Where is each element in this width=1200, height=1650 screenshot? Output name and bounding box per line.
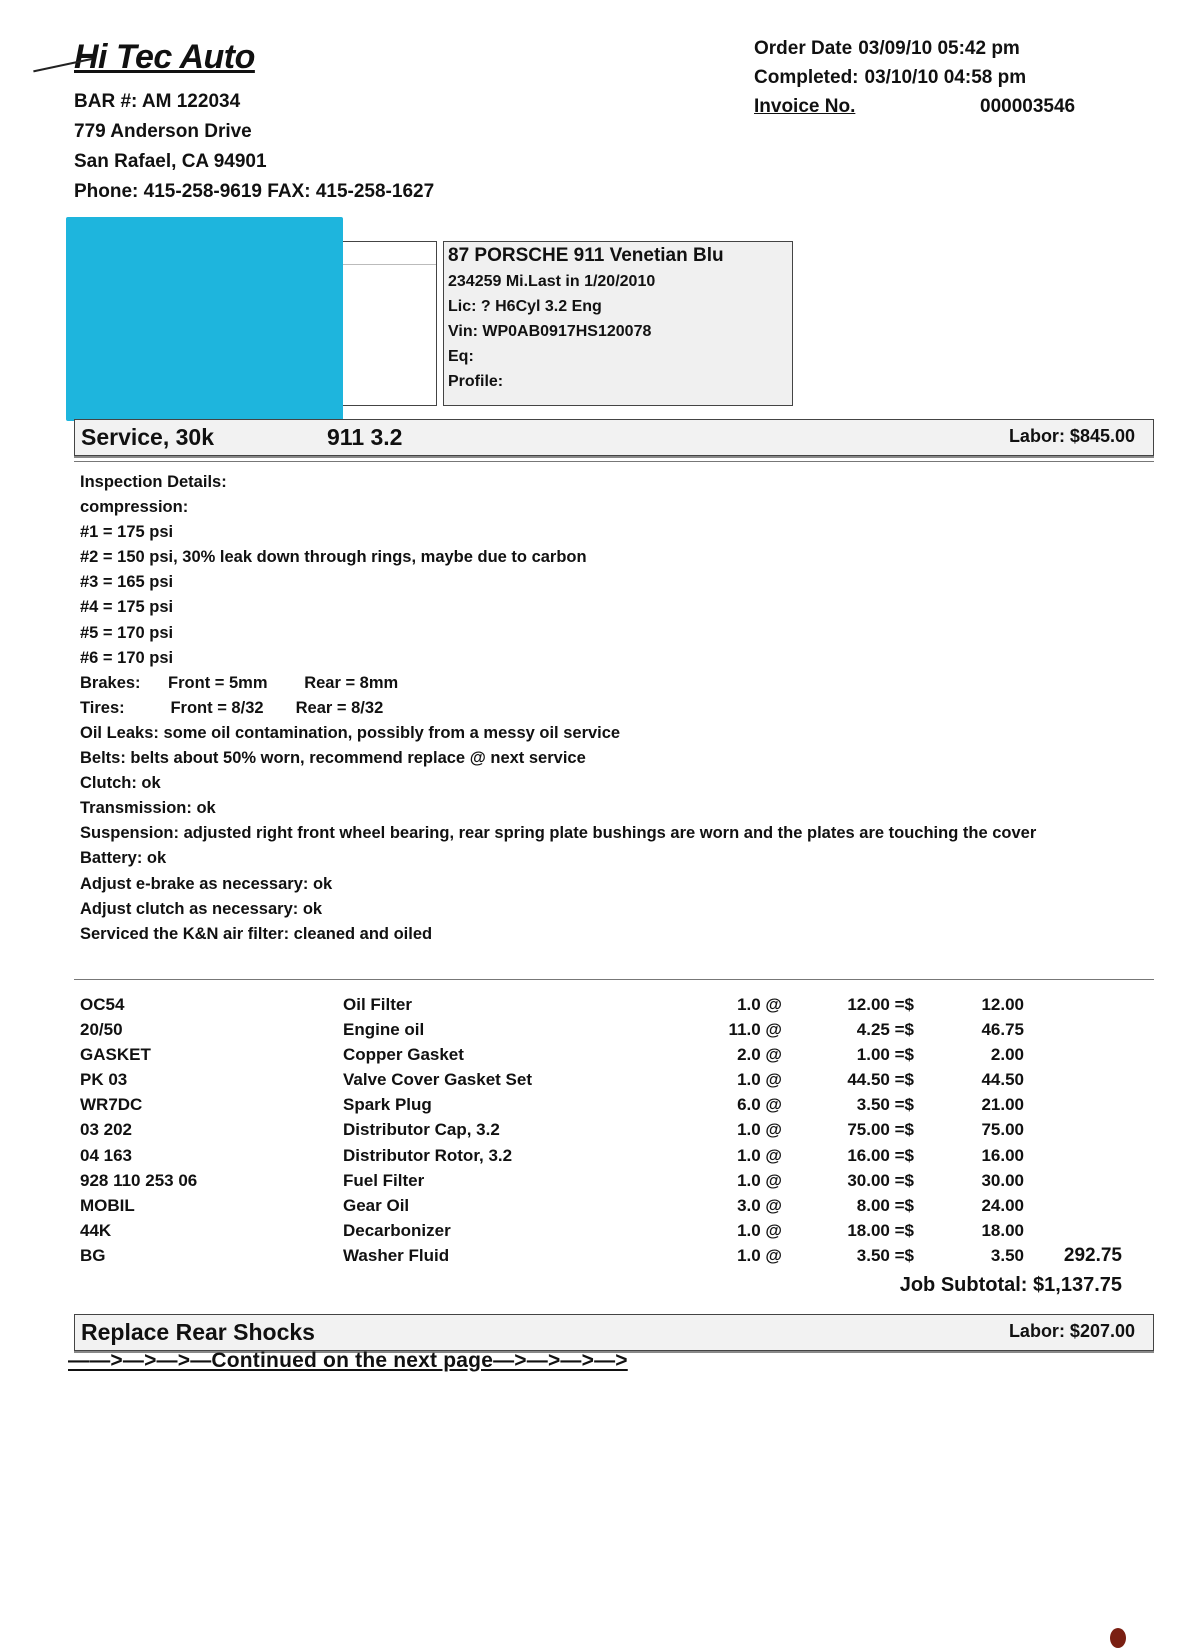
part-description: Oil Filter [343,995,412,1014]
part-code: GASKET [80,1045,151,1065]
table-row [0,1067,1200,1092]
part-unit-price: 4.25 =$ [856,1020,914,1040]
part-description: Washer Fluid [343,1245,450,1265]
table-row [0,1218,1200,1243]
part-unit-price: 75.00 =$ [847,1120,914,1140]
part-unit-price: 1.00 =$ [856,1045,914,1065]
phone-fax: Phone: 415-258-9619 FAX: 415-258-1627 [74,181,435,202]
service-labor: Labor: $207.00 [1008,1321,1135,1341]
part-description: Spark Plug [343,1095,432,1115]
part-quantity: 1.0 @ [737,1070,782,1090]
address-line-2: San Rafael, CA 94901 [74,151,267,172]
part-description: Engine oil [343,1020,425,1040]
part-code: BG [80,1245,106,1265]
order-date-label: Order Date [754,38,853,59]
part-quantity: 1.0 @ [737,1170,782,1190]
part-quantity: 1.0 @ [737,1145,782,1165]
part-extended: 75.00 [981,1120,1024,1140]
part-unit-price: 12.00 =$ [847,995,914,1014]
inspection-line: #2 = 150 psi, 30% leak down through rings, maybe due to carbon [80,548,587,567]
inspection-line: #3 = 165 psi [80,573,174,592]
part-description: Decarbonizer [343,1220,451,1240]
invoice-row [754,92,1114,121]
inspection-line: Oil Leaks: some oil contamination, possibly from a messy oil service [80,723,621,742]
part-code: 03 202 [80,1120,132,1140]
table-row [0,1193,1200,1218]
inspection-line: #5 = 170 psi [80,623,174,642]
part-code: 20/50 [80,1020,123,1040]
part-extended: 2.00 [990,1045,1024,1065]
part-description: Distributor Cap, 3.2 [343,1120,500,1140]
part-code: MOBIL [80,1195,135,1215]
inspection-line: Suspension: adjusted right front wheel bearing, rear spring plate bushings are worn and the plates are touching the cover [80,824,1037,843]
parts-rule [74,979,1154,980]
part-code: PK 03 [80,1070,128,1090]
part-extended: 44.50 [981,1070,1024,1090]
parts-total: 292.75 [1063,1244,1122,1266]
inspection-line: Belts: belts about 50% worn, recommend replace @ next service [80,749,586,768]
part-code: OC54 [80,995,125,1014]
invoice-number: 000003546 [980,96,1076,117]
parts-table [0,992,1200,1268]
service-name: Replace Rear Shocks [81,1319,315,1345]
service-header-rear-shocks [74,1314,1154,1351]
table-row [0,1143,1200,1168]
inspection-line: Tires: Front = 8/32 Rear = 8/32 [80,698,384,717]
company-header [74,38,434,207]
company-name: Hi Tec Auto [74,38,255,76]
paper-stain [1110,1628,1126,1648]
order-date-value: 03/09/10 05:42 pm [858,38,1020,59]
part-extended: 16.00 [981,1145,1024,1165]
part-code: WR7DC [80,1095,143,1115]
table-row [0,1243,1200,1268]
order-date-row [754,34,1114,63]
completed-value: 03/10/10 04:58 pm [864,67,1027,88]
part-quantity: 2.0 @ [737,1045,782,1065]
part-description: Fuel Filter [343,1170,425,1190]
vehicle-title: 87 PORSCHE 911 Venetian Blu [448,245,724,266]
inspection-line: Adjust clutch as necessary: ok [80,899,323,918]
part-extended: 24.00 [981,1195,1024,1215]
part-description: Distributor Rotor, 3.2 [343,1145,513,1165]
part-description: Gear Oil [343,1195,410,1215]
vehicle-profile: Profile: [448,373,504,390]
part-quantity: 3.0 @ [737,1195,782,1215]
table-row [0,1168,1200,1193]
inspection-line: Brakes: Front = 5mm Rear = 8mm [80,673,399,692]
part-code: 44K [80,1220,112,1240]
table-row [0,1117,1200,1142]
part-unit-price: 8.00 =$ [856,1195,914,1215]
table-row [0,992,1200,1017]
service-name: Service, 30k [81,424,215,450]
part-extended: 3.50 [990,1245,1024,1265]
part-quantity: 6.0 @ [737,1095,782,1115]
part-quantity: 1.0 @ [737,1120,782,1140]
order-info [754,34,1114,121]
part-code: 04 163 [80,1145,132,1165]
service-rule [74,461,1154,462]
part-quantity: 1.0 @ [737,995,782,1014]
service-labor: Labor: $845.00 [1008,426,1135,446]
redaction-block [66,217,343,421]
vehicle-mileage: 234259 Mi.Last in 1/20/2010 [448,273,656,290]
part-extended: 46.75 [981,1020,1024,1040]
inspection-details [80,470,1140,947]
part-description: Copper Gasket [343,1045,464,1065]
part-quantity: 1.0 @ [737,1245,782,1265]
vehicle-vin: Vin: WP0AB0917HS120078 [448,323,652,340]
completed-label: Completed: [754,67,859,88]
part-extended: 21.00 [981,1095,1024,1115]
part-extended: 30.00 [981,1170,1024,1190]
customer-box [340,241,437,406]
inspection-line: #4 = 175 psi [80,598,174,617]
inspection-line: #1 = 175 psi [80,523,174,542]
part-quantity: 1.0 @ [737,1220,782,1240]
signature-stroke [33,58,95,84]
part-unit-price: 16.00 =$ [847,1145,914,1165]
vehicle-eq: Eq: [448,348,474,365]
job-subtotal: Job Subtotal: $1,137.75 [899,1274,1122,1296]
vehicle-license: Lic: ? H6Cyl 3.2 Eng [448,298,602,315]
service-header-30k [74,419,1154,456]
part-unit-price: 3.50 =$ [856,1245,914,1265]
bar-number: BAR #: AM 122034 [74,91,241,112]
completed-row [754,63,1114,92]
inspection-line: Serviced the K&N air filter: cleaned and oiled [80,924,433,943]
table-row [0,1042,1200,1067]
table-row [0,1017,1200,1042]
continued-note: ——>—>—>—Continued on the next page—>—>—>—> [68,1349,628,1372]
inspection-line: Clutch: ok [80,774,161,793]
part-unit-price: 30.00 =$ [847,1170,914,1190]
part-extended: 18.00 [981,1220,1024,1240]
service-model: 911 3.2 [327,424,403,450]
inspection-line: Battery: ok [80,849,167,868]
part-description: Valve Cover Gasket Set [343,1070,533,1090]
invoice-label: Invoice No. [754,96,856,117]
part-extended: 12.00 [981,995,1024,1014]
part-quantity: 11.0 @ [728,1020,782,1040]
inspection-line: Inspection Details: [80,473,227,491]
inspection-line: Transmission: ok [80,799,216,818]
customer-box-divider [340,264,436,265]
inspection-line: compression: [80,498,189,517]
vehicle-box [443,241,793,406]
table-row [0,1092,1200,1117]
address-line-1: 779 Anderson Drive [74,121,252,142]
part-unit-price: 44.50 =$ [847,1070,914,1090]
inspection-line: #6 = 170 psi [80,648,174,667]
part-code: 928 110 253 06 [80,1170,198,1190]
inspection-line: Adjust e-brake as necessary: ok [80,874,333,893]
part-unit-price: 18.00 =$ [847,1220,914,1240]
part-unit-price: 3.50 =$ [856,1095,914,1115]
